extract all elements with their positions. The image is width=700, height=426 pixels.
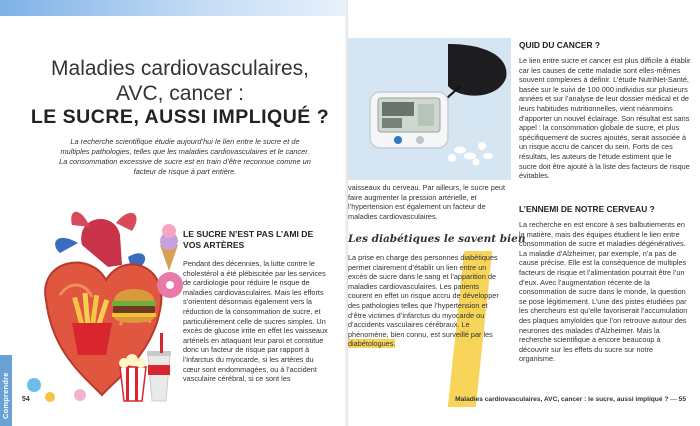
candy-shape <box>27 378 41 392</box>
popcorn-group <box>119 354 146 401</box>
blood-pressure-monitor-photo <box>348 38 511 180</box>
title-line-2: AVC, cancer : <box>116 82 244 105</box>
article-intro: La recherche scientifique étudie aujourd’hui le lien entre le sucre et de multiples pathologies, telles que les maladies cardiovasculaires et le cancer. La consommation excessive de sucre est en train d’être reconnue comme un facteur de risque à part entière. <box>59 137 311 176</box>
page-number-right: 55 <box>678 396 686 403</box>
right-page <box>348 0 700 426</box>
burger-group <box>112 289 156 323</box>
footer-title: Maladies cardiovasculaires, AVC, cancer : le sucre, aussi impliqué ? <box>455 396 669 403</box>
side-tab-label: Comprendre <box>1 372 10 419</box>
section-heading-brain: L’ENNEMI DE NOTRE CERVEAU ? <box>519 204 655 214</box>
article-title-bold: LE SUCRE, AUSSI IMPLIQUÉ ? <box>30 106 330 128</box>
section-heading-cancer: QUID DU CANCER ? <box>519 40 600 50</box>
section-body-arteries: Pendant des décennies, la lutte contre le cholestérol a été plébiscitée par les services de cardiologie pour réduire le risque de maladies cardiovasculaires. Mais les efforts s’orientent désormais également vers la réduction de la consommation de sucre, et particulièrement celle de sucres simples. Un excès de glucose irrite en effet les vaisseaux artériels en attaquant leur paroi et constitue donc un facteur de risque par rapport à l’infarctus du myocarde, si les artères du cœur sont endommagées, ou à l’accident vasculaire cérébral, si ce sont les <box>183 259 328 384</box>
box-body: La prise en charge des personnes diabétiques permet clairement d’établir un lien entre un excès de sucre dans le sang et l’apparition de maladies cardiovasculaires. Les patients courent en effet un risque accru de développer des pathologies telles que l’hypertension et d’être victimes d’infarctus du myocarde ou d’accidents vasculaires cérébraux. Le phénomène, bien connu, est surveillé par les diabétologues. <box>348 253 499 349</box>
article-title <box>30 56 330 106</box>
diabetics-sidebar-box <box>348 233 526 409</box>
box-highlight: diabétologues. <box>348 339 396 349</box>
article-continuation: vaisseaux du cerveau. Par ailleurs, le sucre peut faire augmenter la pression artérielle, et l’hypertension est également un facteur de maladies cardiovasculaires. <box>348 183 505 221</box>
side-section-tab <box>0 355 12 426</box>
title-line-1: Maladies cardiovasculaires, <box>51 57 309 80</box>
page-number-left: 54 <box>22 396 30 403</box>
section-body-cancer: Le lien entre sucre et cancer est plus difficile à établir car les causes de cette maladie sont elles-mêmes souvent complexes à définir. L’étude NutriNet-Santé, basée sur le suivi de 100 000 individus sur plusieurs années et sur l’analyse de leur dossier médical et de leurs habitudes nutritionnelles, vient néanmoins d’apporter un nouvel éclairage. Son résultat est sans appel : la consommation globale de sucre, et plus spécifiquement de sucres ajoutés, serait associée à un risque accru de cancer du sein. Forts de ces résultats, les auteurs de l’étude estiment que le sucre doit être ajouté à la liste des facteurs de risque évitables. <box>519 56 691 181</box>
footer-separator: — <box>670 396 677 403</box>
top-color-band <box>0 0 348 16</box>
box-title: Les diabétiques le savent bien <box>348 233 526 245</box>
section-heading-arteries: LE SUCRE N’EST PAS L’AMI DE VOS ARTÈRES <box>183 229 314 250</box>
heart-junk-food-illustration <box>20 205 188 405</box>
soda-cup-group <box>147 333 171 401</box>
section-body-brain: La recherche en est encore à ses balbutiements en la matière, mais des équipes étudient le lien entre consommation de sucre et maladies dégénératives. La maladie d’Alzheimer, par exemple, n’a pas de cause précise. Elle est la conséquence de multiples facteurs de risque et l’alimentation pourrait être l’un d’eux. Avec l’augmentation récente de la consommation de sucre dans le monde, la question se pose légitimement. L’une des pistes étudiées par les chercheurs est qu’elle favoriserait l’accumulation des plaques amyloïdes que l’on retrouve autour des neurones des malades d’Alzheimer. Mais la recherche scientifique a encore beaucoup à découvrir sur les effets du sucre sur notre organisme. <box>519 220 688 364</box>
page-footer-right <box>440 396 686 403</box>
monitor-device <box>370 92 448 148</box>
vein-shape <box>55 238 78 253</box>
left-page <box>0 0 348 426</box>
